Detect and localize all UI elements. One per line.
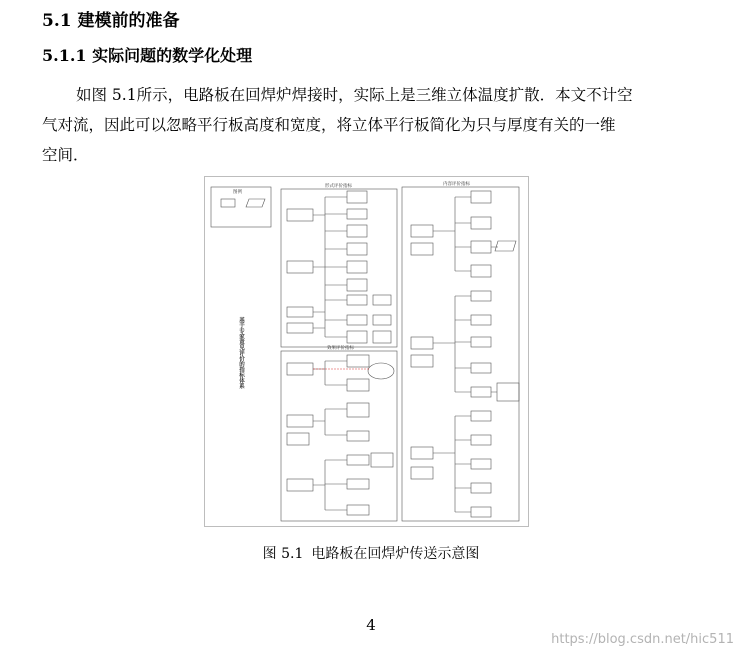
subsection-title: 5.1.1 实际问题的数学化处理 [42,46,253,65]
caption-text: 电路板在回焊炉传送示意图 [311,546,480,562]
panel-right-title: 内容评价指标 [443,182,470,187]
panel-top-title: 形式评价指标 [325,184,352,189]
figure-left-title: 基于专家意见评价的指标体系 [238,317,244,389]
legend-shape-2 [246,199,265,207]
panel-bottom-title: 效果评价指标 [327,346,354,351]
panel-bottom [281,351,397,521]
paragraph-line-1: 如图 5.1所示，电路板在回焊炉焊接时，实际上是三维立体温度扩散．本文不计空 [76,86,633,104]
body-paragraph [42,80,702,170]
paragraph-line-3: 空间． [42,146,89,164]
paragraph-line-2: 气对流，因此可以忽略平行板高度和宽度，将立体平行板简化为只与厚度有关的一维 [42,116,616,134]
page-number: 4 [366,616,376,634]
legend-title: 图例 [233,190,242,195]
figure-caption [0,543,742,563]
caption-prefix: 图 5.1 [262,546,304,562]
legend-shape-1 [221,199,235,207]
watermark: https://blog.csdn.net/hic511 [551,632,734,647]
figure-flowchart [204,176,529,527]
section-title: 5.1 建模前的准备 [42,11,180,31]
flowchart-diagram [205,177,530,528]
